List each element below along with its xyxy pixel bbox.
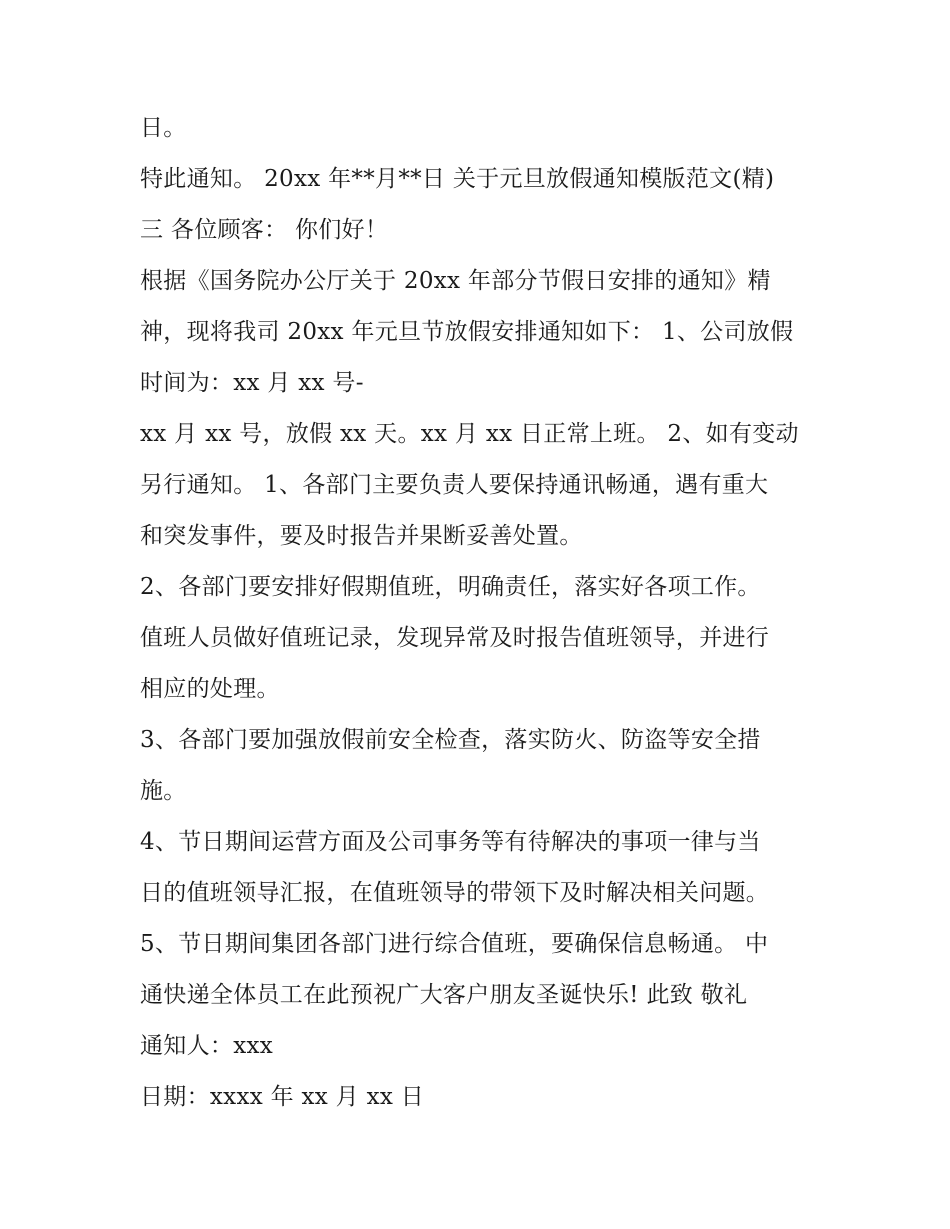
- text-line: xx 月 xx 号，放假 xx 天。xx 月 xx 日正常上班。 2、如有变动: [140, 421, 799, 447]
- text-line: 值班人员做好值班记录，发现异常及时报告值班领导，并进行: [140, 625, 770, 651]
- text-line: 4、节日期间运营方面及公司事务等有待解决的事项一律与当: [140, 829, 761, 855]
- text-line: 5、节日期间集团各部门进行综合值班，要确保信息畅通。 中: [140, 931, 769, 957]
- text-line: 日的值班领导汇报，在值班领导的带领下及时解决相关问题。: [140, 880, 770, 906]
- document-body: [140, 103, 830, 1123]
- text-line: 和突发事件，要及时报告并果断妥善处置。: [140, 523, 583, 549]
- text-line: 施。: [140, 778, 187, 804]
- date-line: 日期：xxxx 年 xx 月 xx 日: [140, 1084, 425, 1110]
- text-line: 另行通知。 1、各部门主要负责人要保持通讯畅通，遇有重大: [140, 472, 769, 498]
- text-line: 日。: [140, 115, 187, 141]
- text-line: 时间为：xx 月 xx 号-: [140, 370, 364, 396]
- text-line: 特此通知。 20xx 年**月**日 关于元旦放假通知模版范文(精): [140, 166, 775, 192]
- text-line: 三 各位顾客： 你们好！: [140, 217, 389, 243]
- text-line: 神，现将我司 20xx 年元旦节放假安排通知如下： 1、公司放假: [140, 319, 794, 345]
- text-line: 通快递全体员工在此预祝广大客户朋友圣诞快乐! 此致 敬礼: [140, 982, 748, 1008]
- text-line: 根据《国务院办公厅关于 20xx 年部分节假日安排的通知》精: [140, 268, 771, 294]
- signer-line: 通知人：xxx: [140, 1033, 274, 1059]
- text-line: 3、各部门要加强放假前安全检查，落实防火、防盗等安全措: [140, 727, 761, 753]
- text-line: 2、各部门要安排好假期值班，明确责任，落实好各项工作。: [140, 574, 761, 600]
- text-line: 相应的处理。: [140, 676, 280, 702]
